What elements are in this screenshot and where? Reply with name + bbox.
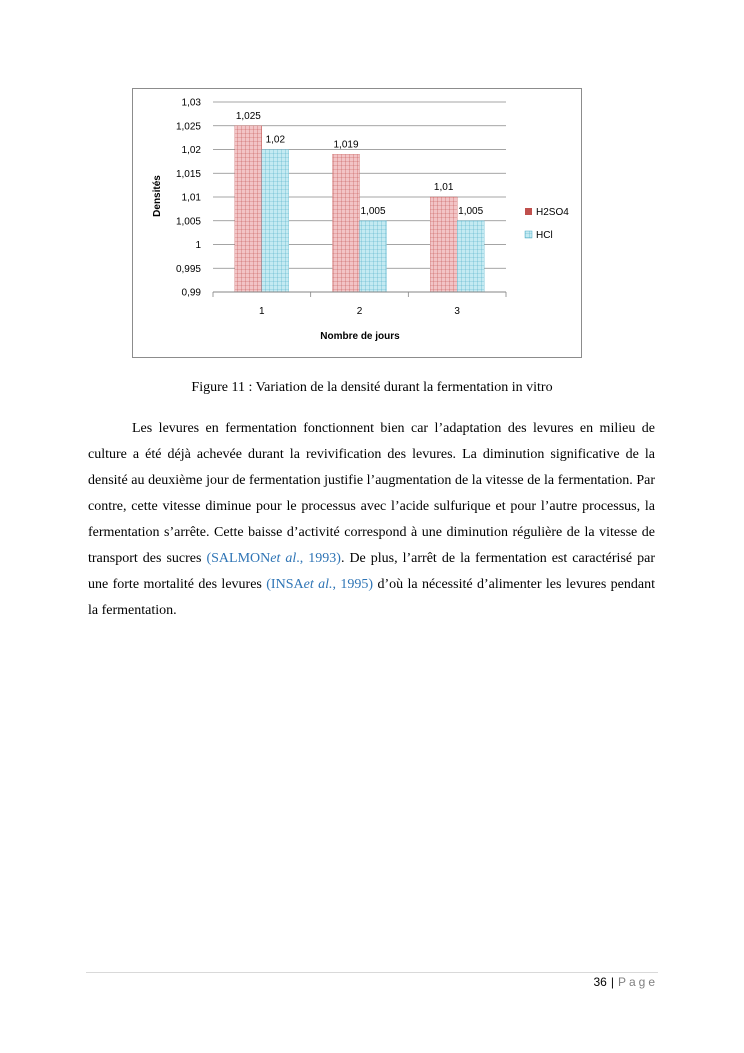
bar-hcl-day-3 <box>457 221 484 292</box>
citation-insa[interactable] <box>266 577 373 592</box>
x-tick-label: 1 <box>259 306 265 317</box>
data-label-h2so4-day-2: 1,019 <box>333 139 359 151</box>
legend-swatch-hcl <box>525 231 532 238</box>
y-tick-label: 0,995 <box>175 263 201 275</box>
y-tick-label: 1,005 <box>175 216 201 228</box>
footer-divider <box>86 972 658 973</box>
y-tick-label: 1 <box>195 240 201 251</box>
legend-label-hcl: HCl <box>536 230 553 241</box>
data-label-hcl-day-3: 1,005 <box>458 205 484 217</box>
chart-legend <box>525 207 569 241</box>
citation-insa-author: (INSA <box>266 577 304 592</box>
bar-hcl-day-1 <box>262 150 289 293</box>
citation-insa-year: , 1995) <box>332 577 374 592</box>
y-tick-label: 1,025 <box>175 121 201 133</box>
x-tick-label: 2 <box>356 306 363 317</box>
density-chart <box>132 88 582 358</box>
paragraph-part-3: d’où la nécessité d’alimenter les levures pendant la fermentation. <box>88 577 655 618</box>
legend-label-h2so4: H2SO4 <box>536 207 569 218</box>
chart-canvas <box>133 89 581 357</box>
paragraph-content <box>88 416 655 624</box>
page-footer <box>593 975 658 989</box>
page-word: Page <box>617 975 658 989</box>
x-axis-title: Nombre de jours <box>320 331 400 342</box>
y-tick-label: 1,03 <box>181 97 201 109</box>
citation-salmon-year: ., 1993) <box>296 551 341 566</box>
footer-separator: | <box>610 975 614 989</box>
paragraph-part-1: Les levures en fermentation fonctionnent bien car l’adaptation des levures en milieu de culture a été déjà achevée durant la revivification des levures. La diminution significative de la densité au deuxième jour de fermentation justifie l’augmentation de la vitesse de la fermentation. Par contre, cette vitesse diminue pour le processus avec l’acide sulfurique et pour l’autre processus, la fermentation s’arrête. Cette baisse d’activité correspond à une diminution régulière de la vitesse de transport des sucres <box>88 421 655 566</box>
data-label-h2so4-day-1: 1,025 <box>235 110 261 122</box>
bar-h2so4-day-2 <box>333 154 360 292</box>
citation-insa-etal: et al. <box>303 577 333 592</box>
y-tick-label: 1,01 <box>181 192 201 204</box>
y-axis-title: Densités <box>152 175 163 217</box>
y-tick-label: 1,015 <box>175 168 201 180</box>
y-tick-label: 0,99 <box>181 287 201 299</box>
legend-swatch-h2so4 <box>525 208 532 215</box>
x-tick-label: 3 <box>454 306 460 317</box>
page-number: 36 <box>593 975 607 989</box>
bar-h2so4-day-1 <box>235 126 262 292</box>
y-tick-label: 1,02 <box>181 145 201 156</box>
bar-hcl-day-2 <box>360 221 387 292</box>
body-paragraph <box>88 416 655 624</box>
paragraph-part-2: . De plus, l’arrêt de la fermentation est caractérisé par une forte mortalité des levures <box>88 551 655 592</box>
bar-h2so4-day-3 <box>430 197 457 292</box>
data-label-h2so4-day-3: 1,01 <box>433 182 454 193</box>
citation-salmon-author: (SALMON <box>206 551 271 566</box>
citation-salmon[interactable] <box>206 551 340 566</box>
data-label-hcl-day-2: 1,005 <box>360 205 386 217</box>
data-label-hcl-day-1: 1,02 <box>265 134 286 146</box>
citation-salmon-etal: et al <box>270 551 297 566</box>
figure-caption: Figure 11 : Variation de la densité durant la fermentation in vitro <box>191 380 553 395</box>
